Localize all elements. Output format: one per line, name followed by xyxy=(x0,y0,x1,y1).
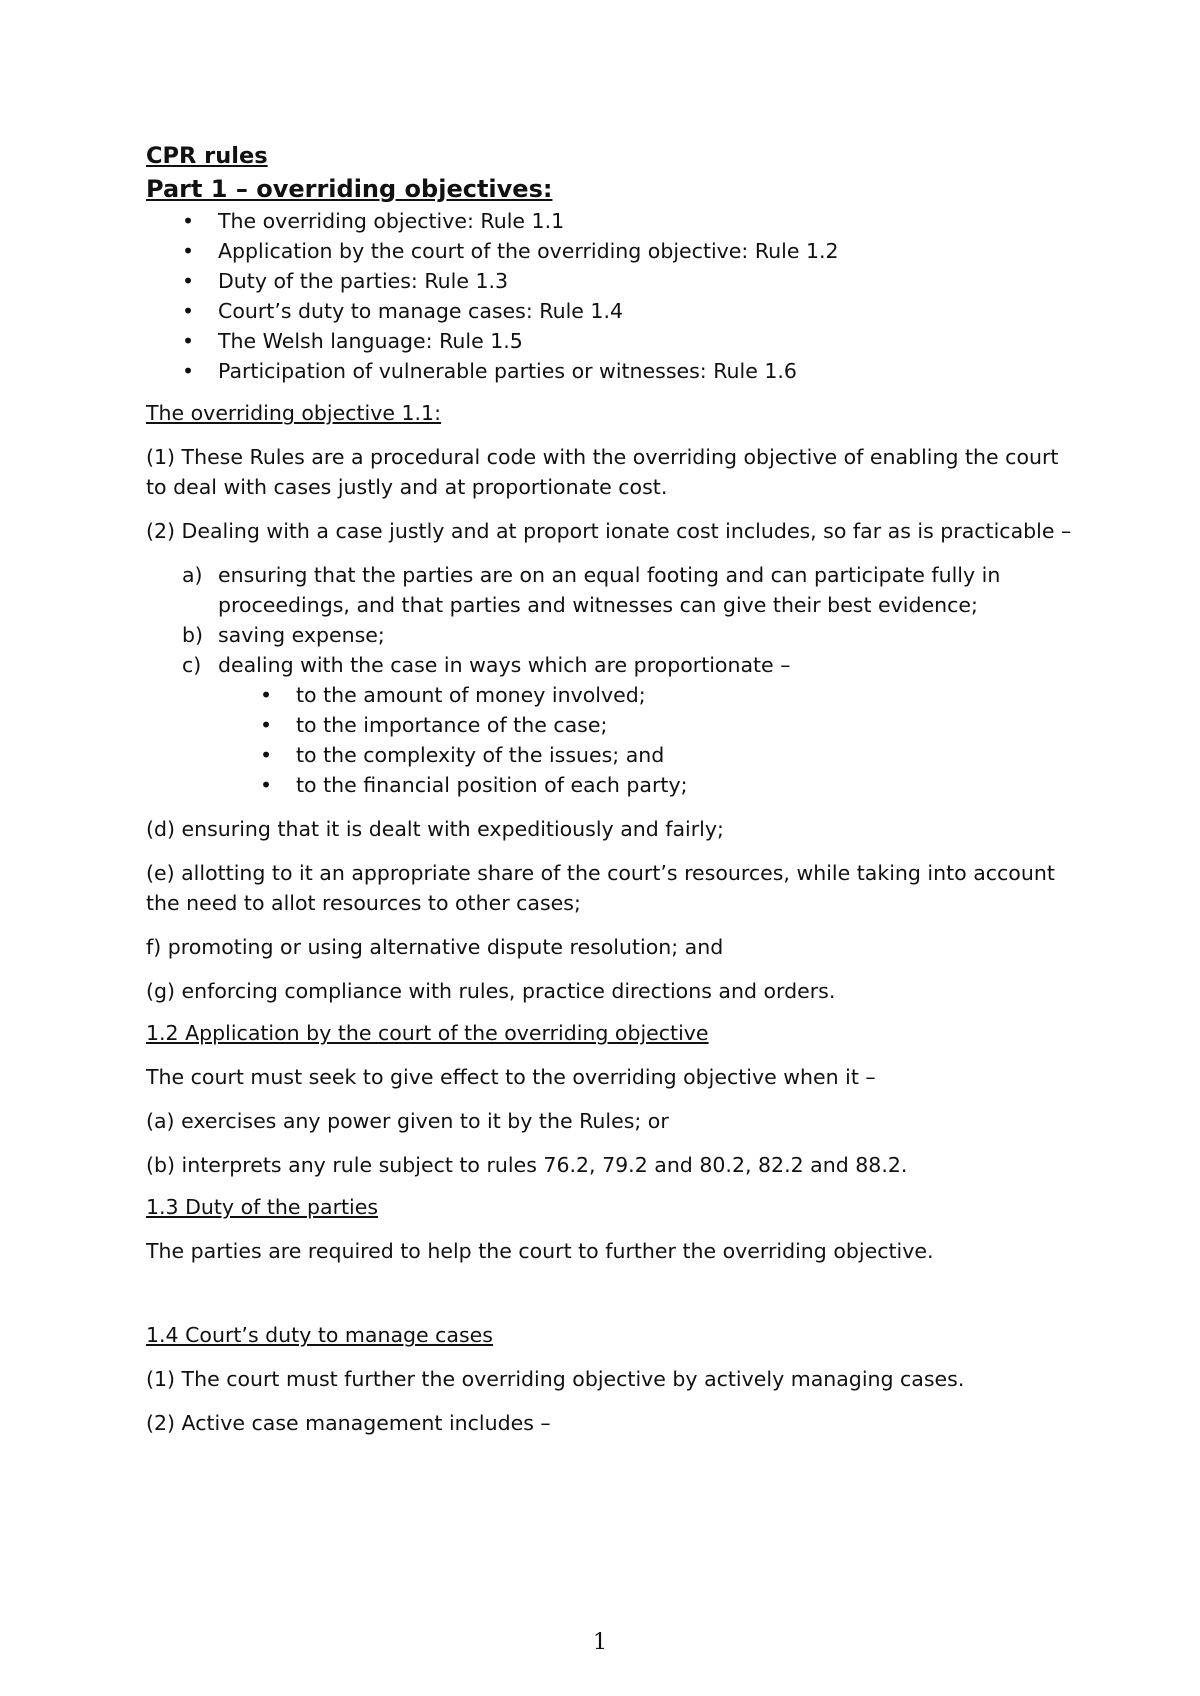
list-item: • The Welsh language: Rule 1.5 xyxy=(146,326,1076,356)
paragraph: (e) allotting to it an appropriate share of the court’s resources, while taking into account the need to allot resources to other cases; xyxy=(146,861,1055,915)
section-heading-1-3: 1.3 Duty of the parties xyxy=(146,1195,379,1219)
list-item xyxy=(146,650,1076,680)
section-heading-1-2: 1.2 Application by the court of the overriding objective xyxy=(146,1021,709,1045)
paragraph: The court must seek to give effect to the overriding objective when it – xyxy=(146,1065,876,1089)
document-body xyxy=(146,140,1076,1438)
paragraph: (g) enforcing compliance with rules, practice directions and orders. xyxy=(146,979,836,1003)
paragraph: (1) The court must further the overriding objective by actively managing cases. xyxy=(146,1367,965,1391)
page-number: 1 xyxy=(593,1630,607,1655)
list-marker: c) xyxy=(182,653,202,677)
section-heading-1-1: The overriding objective 1.1: xyxy=(146,401,441,425)
document-title: CPR rules xyxy=(146,143,268,169)
paragraph: (a) exercises any power given to it by the Rules; or xyxy=(146,1109,669,1133)
paragraph: (1) These Rules are a procedural code with the overriding objective of enabling the court to deal with cases justly and at proportionate cost. xyxy=(146,445,1059,499)
list-item: • to the complexity of the issues; and xyxy=(146,740,1076,770)
list-marker: b) xyxy=(182,623,204,647)
list-item-text: ensuring that the parties are on an equal footing and can participate fully in proceedings, and that parties and witnesses can give their best evidence; xyxy=(218,563,1001,617)
section-heading-1-4: 1.4 Court’s duty to manage cases xyxy=(146,1323,493,1347)
list-item: • to the amount of money involved; xyxy=(146,680,1076,710)
paragraph: f) promoting or using alternative dispute resolution; and xyxy=(146,935,724,959)
rules-list xyxy=(146,206,1076,386)
list-item: • Court’s duty to manage cases: Rule 1.4 xyxy=(146,296,1076,326)
list-item: • Participation of vulnerable parties or witnesses: Rule 1.6 xyxy=(146,356,1076,386)
list-item-text: saving expense; xyxy=(218,623,385,647)
blank-line xyxy=(146,1266,1076,1308)
lettered-list xyxy=(146,560,1076,680)
paragraph: (d) ensuring that it is dealt with expeditiously and fairly; xyxy=(146,817,724,841)
paragraph: The parties are required to help the court to further the overriding objective. xyxy=(146,1239,934,1263)
list-item: • Duty of the parties: Rule 1.3 xyxy=(146,266,1076,296)
list-item: • Application by the court of the overriding objective: Rule 1.2 xyxy=(146,236,1076,266)
list-item: • The overriding objective: Rule 1.1 xyxy=(146,206,1076,236)
list-marker: a) xyxy=(182,563,203,587)
list-item xyxy=(146,620,1076,650)
list-item-text: dealing with the case in ways which are proportionate – xyxy=(218,653,791,677)
list-item: • to the importance of the case; xyxy=(146,710,1076,740)
paragraph: (b) interprets any rule subject to rules 76.2, 79.2 and 80.2, 82.2 and 88.2. xyxy=(146,1153,908,1177)
proportionality-list xyxy=(146,680,1076,800)
paragraph: (2) Dealing with a case justly and at proport ionate cost includes, so far as is practicable – xyxy=(146,519,1072,543)
list-item xyxy=(146,560,1076,620)
paragraph: (2) Active case management includes – xyxy=(146,1411,551,1435)
part-title: Part 1 – overriding objectives: xyxy=(146,175,553,203)
list-item: • to the financial position of each party; xyxy=(146,770,1076,800)
